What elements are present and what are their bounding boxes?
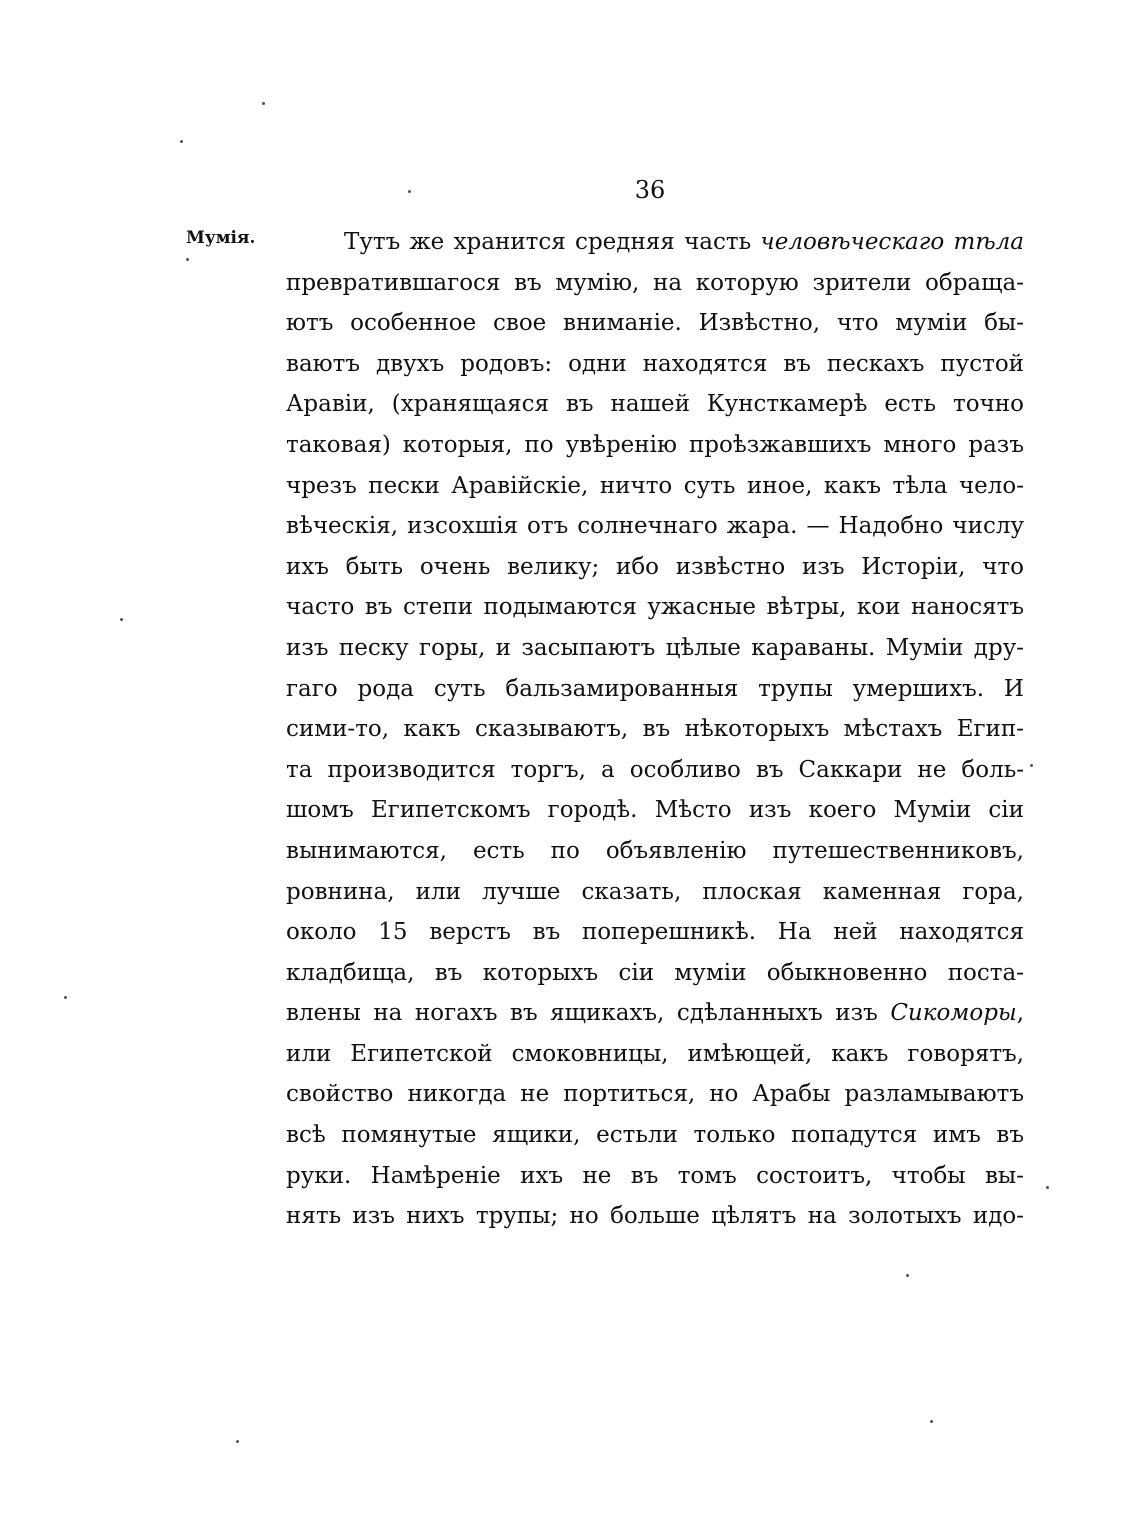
text-line: нять изъ нихъ трупы; но больше цѣлятъ на золотыхъ идо- xyxy=(286,1203,1024,1230)
scan-speck xyxy=(1046,1186,1049,1189)
text-line-20-italic: Сикоморы xyxy=(890,1000,1017,1027)
text-line: шомъ Египетскомъ городѣ. Мѣсто изъ коего Муміи сіи xyxy=(286,797,1024,824)
page-number: 36 xyxy=(634,176,666,204)
text-line: изъ песку горы, и засыпаютъ цѣлые караваны. Муміи дру- xyxy=(286,634,1024,661)
text-line: таковая) которыя, по увѣренію проѣзжавшихъ много разъ xyxy=(286,431,1024,458)
body-text xyxy=(286,222,1024,1237)
text-line: около 15 верстъ въ поперешникѣ. На ней находятся xyxy=(286,919,1024,946)
text-line: ихъ быть очень велику; ибо извѣстно изъ Исторіи, что xyxy=(286,553,1024,580)
text-line: та производится торгъ, а особливо въ Саккари не боль- xyxy=(286,756,1024,783)
text-line: вѣческія, изсохшія отъ солнечнаго жара. — Надобно числу xyxy=(286,513,1024,540)
scan-speck xyxy=(64,996,67,999)
text-line: сими-то, какъ сказываютъ, въ нѣкоторыхъ мѣстахъ Егип- xyxy=(286,716,1024,743)
text-line-20-comma: , xyxy=(1016,1000,1024,1027)
text-line-1-roman: Тутъ же хранится средняя часть xyxy=(344,229,761,255)
text-line: вынимаются, есть по объявленію путешественниковъ, xyxy=(286,837,1024,864)
text-line: ровнина, или лучше сказать, плоская каменная гора, xyxy=(286,878,1024,905)
text-line: Аравіи, (хранящаяся въ нашей Кунсткамерѣ есть точно xyxy=(286,391,1024,418)
text-line: свойство никогда не портиться, но Арабы разламываютъ xyxy=(286,1081,1024,1108)
scan-speck xyxy=(262,102,265,105)
text-line: часто въ степи подымаются ужасные вѣтры, кои наносятъ xyxy=(286,594,1024,621)
text-line-1 xyxy=(286,222,1024,263)
scan-speck xyxy=(930,1420,933,1423)
text-line: или Египетской смоковницы, имѣющей, какъ говорятъ, xyxy=(286,1040,1024,1067)
text-line: превратившагося въ мумію, на которую зрители обраща- xyxy=(286,269,1024,296)
scan-speck xyxy=(408,190,411,193)
scan-speck xyxy=(236,1440,239,1443)
text-line: кладбища, въ которыхъ сіи муміи обыкновенно поста- xyxy=(286,959,1024,986)
scan-speck xyxy=(906,1274,909,1277)
scan-speck xyxy=(120,618,123,621)
text-line-20 xyxy=(286,993,1024,1034)
margin-note: Мумія. xyxy=(186,228,256,248)
text-line: всѣ помянутые ящики, естьли только попадутся имъ въ xyxy=(286,1122,1024,1149)
text-line: руки. Намѣреніе ихъ не въ томъ состоитъ, чтобы вы- xyxy=(286,1162,1024,1189)
text-line-20-roman: влены на ногахъ въ ящикахъ, сдѣланныхъ изъ xyxy=(286,1000,891,1027)
scan-speck xyxy=(186,258,189,261)
text-line: гаго рода суть бальзамированныя трупы умершихъ. И xyxy=(286,675,1024,702)
scan-speck xyxy=(180,140,183,143)
text-line: ютъ особенное свое вниманіе. Извѣстно, что муміи бы- xyxy=(286,310,1024,337)
text-line: ваютъ двухъ родовъ: одни находятся въ пескахъ пустой xyxy=(286,350,1024,377)
text-line: чрезъ пески Аравійскіе, ничто суть иное, какъ тѣла чело- xyxy=(286,472,1024,499)
text-line-1-italic: человѣческаго тѣла xyxy=(760,229,1024,255)
scan-speck xyxy=(1030,764,1033,767)
